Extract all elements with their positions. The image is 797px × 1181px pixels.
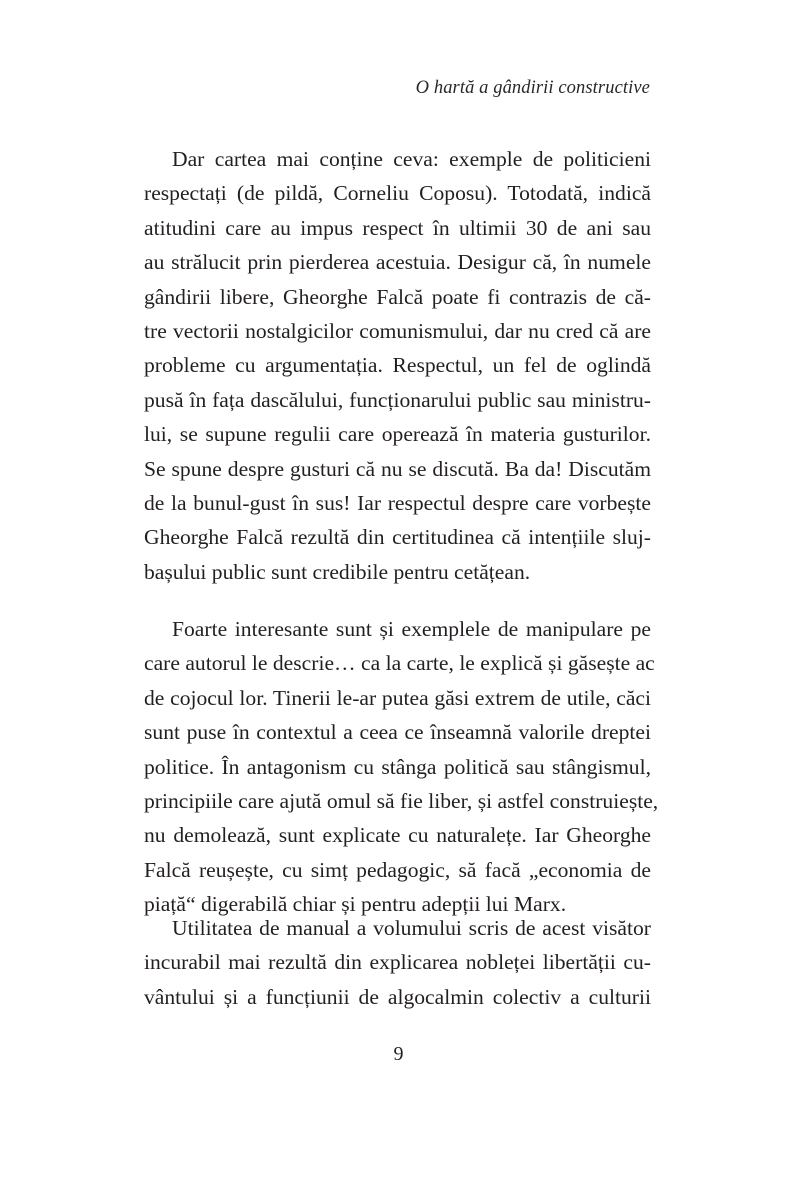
running-header-title: O hartă a gândirii constructive: [415, 78, 650, 98]
text-line: de cojocul lor. Tinerii le-ar putea găsi extrem de utile, căci: [144, 685, 651, 710]
text-line: lui, se supune regulii care operează în materia gusturilor.: [144, 422, 651, 447]
text-line: nu demolează, sunt explicate cu naturalețe. Iar Gheorghe: [144, 823, 651, 848]
text-line: pusă în fața dascălului, funcționarului public sau ministru-: [144, 387, 651, 412]
text-line: Foarte interesante sunt și exemplele de manipulare pe: [172, 617, 651, 641]
text-line: atitudini care au impus respect în ultimii 30 de ani sau: [144, 215, 651, 240]
text-line: tre vectorii nostalgicilor comunismului, dar nu cred că are: [144, 318, 651, 343]
text-line: Se spune despre gusturi că nu se discută. Ba da! Discutăm: [144, 456, 651, 481]
paragraph-3: [144, 911, 651, 1014]
text-line: incurabil mai rezultă din explicarea nobleței libertății cu-: [144, 950, 651, 975]
text-line: Utilitatea de manual a volumului scris de acest visător: [172, 916, 651, 940]
text-line: bașului public sunt credibile pentru cetățean.: [144, 559, 531, 584]
text-line: au strălucit prin pierderea acestuia. Desigur că, în numele: [144, 250, 651, 275]
text-line: Gheorghe Falcă rezultă din certitudinea că intențiile sluj-: [144, 525, 651, 550]
text-line: gândirii libere, Gheorghe Falcă poate fi contrazis de că-: [144, 284, 651, 309]
text-line: vântului și a funcțiunii de algocalmin colectiv a culturii: [144, 984, 651, 1009]
text-line: care autorul le descrie… ca la carte, le explică și găsește ac: [144, 651, 655, 676]
text-line: respectați (de pildă, Corneliu Coposu). Totodată, indică: [144, 181, 651, 206]
text-line: politice. În antagonism cu stânga politică sau stângismul,: [144, 754, 651, 779]
paragraph-2: [144, 612, 659, 922]
text-line: principiile care ajută omul să fie liber, și astfel construiește,: [144, 788, 659, 813]
text-line: Falcă reușește, cu simț pedagogic, să facă „economia de: [144, 857, 651, 882]
text-line: Dar cartea mai conține ceva: exemple de politicieni: [172, 147, 651, 171]
page-number: 9: [393, 1043, 404, 1065]
text-line: probleme cu argumentația. Respectul, un fel de oglindă: [144, 353, 651, 378]
paragraph-1: [144, 142, 651, 589]
text-line: sunt puse în contextul a ceea ce înseamnă valorile dreptei: [144, 720, 651, 745]
text-line: piață“ digerabilă chiar și pentru adepții lui Marx.: [144, 892, 567, 917]
text-line: de la bunul-gust în sus! Iar respectul despre care vorbește: [144, 490, 651, 515]
